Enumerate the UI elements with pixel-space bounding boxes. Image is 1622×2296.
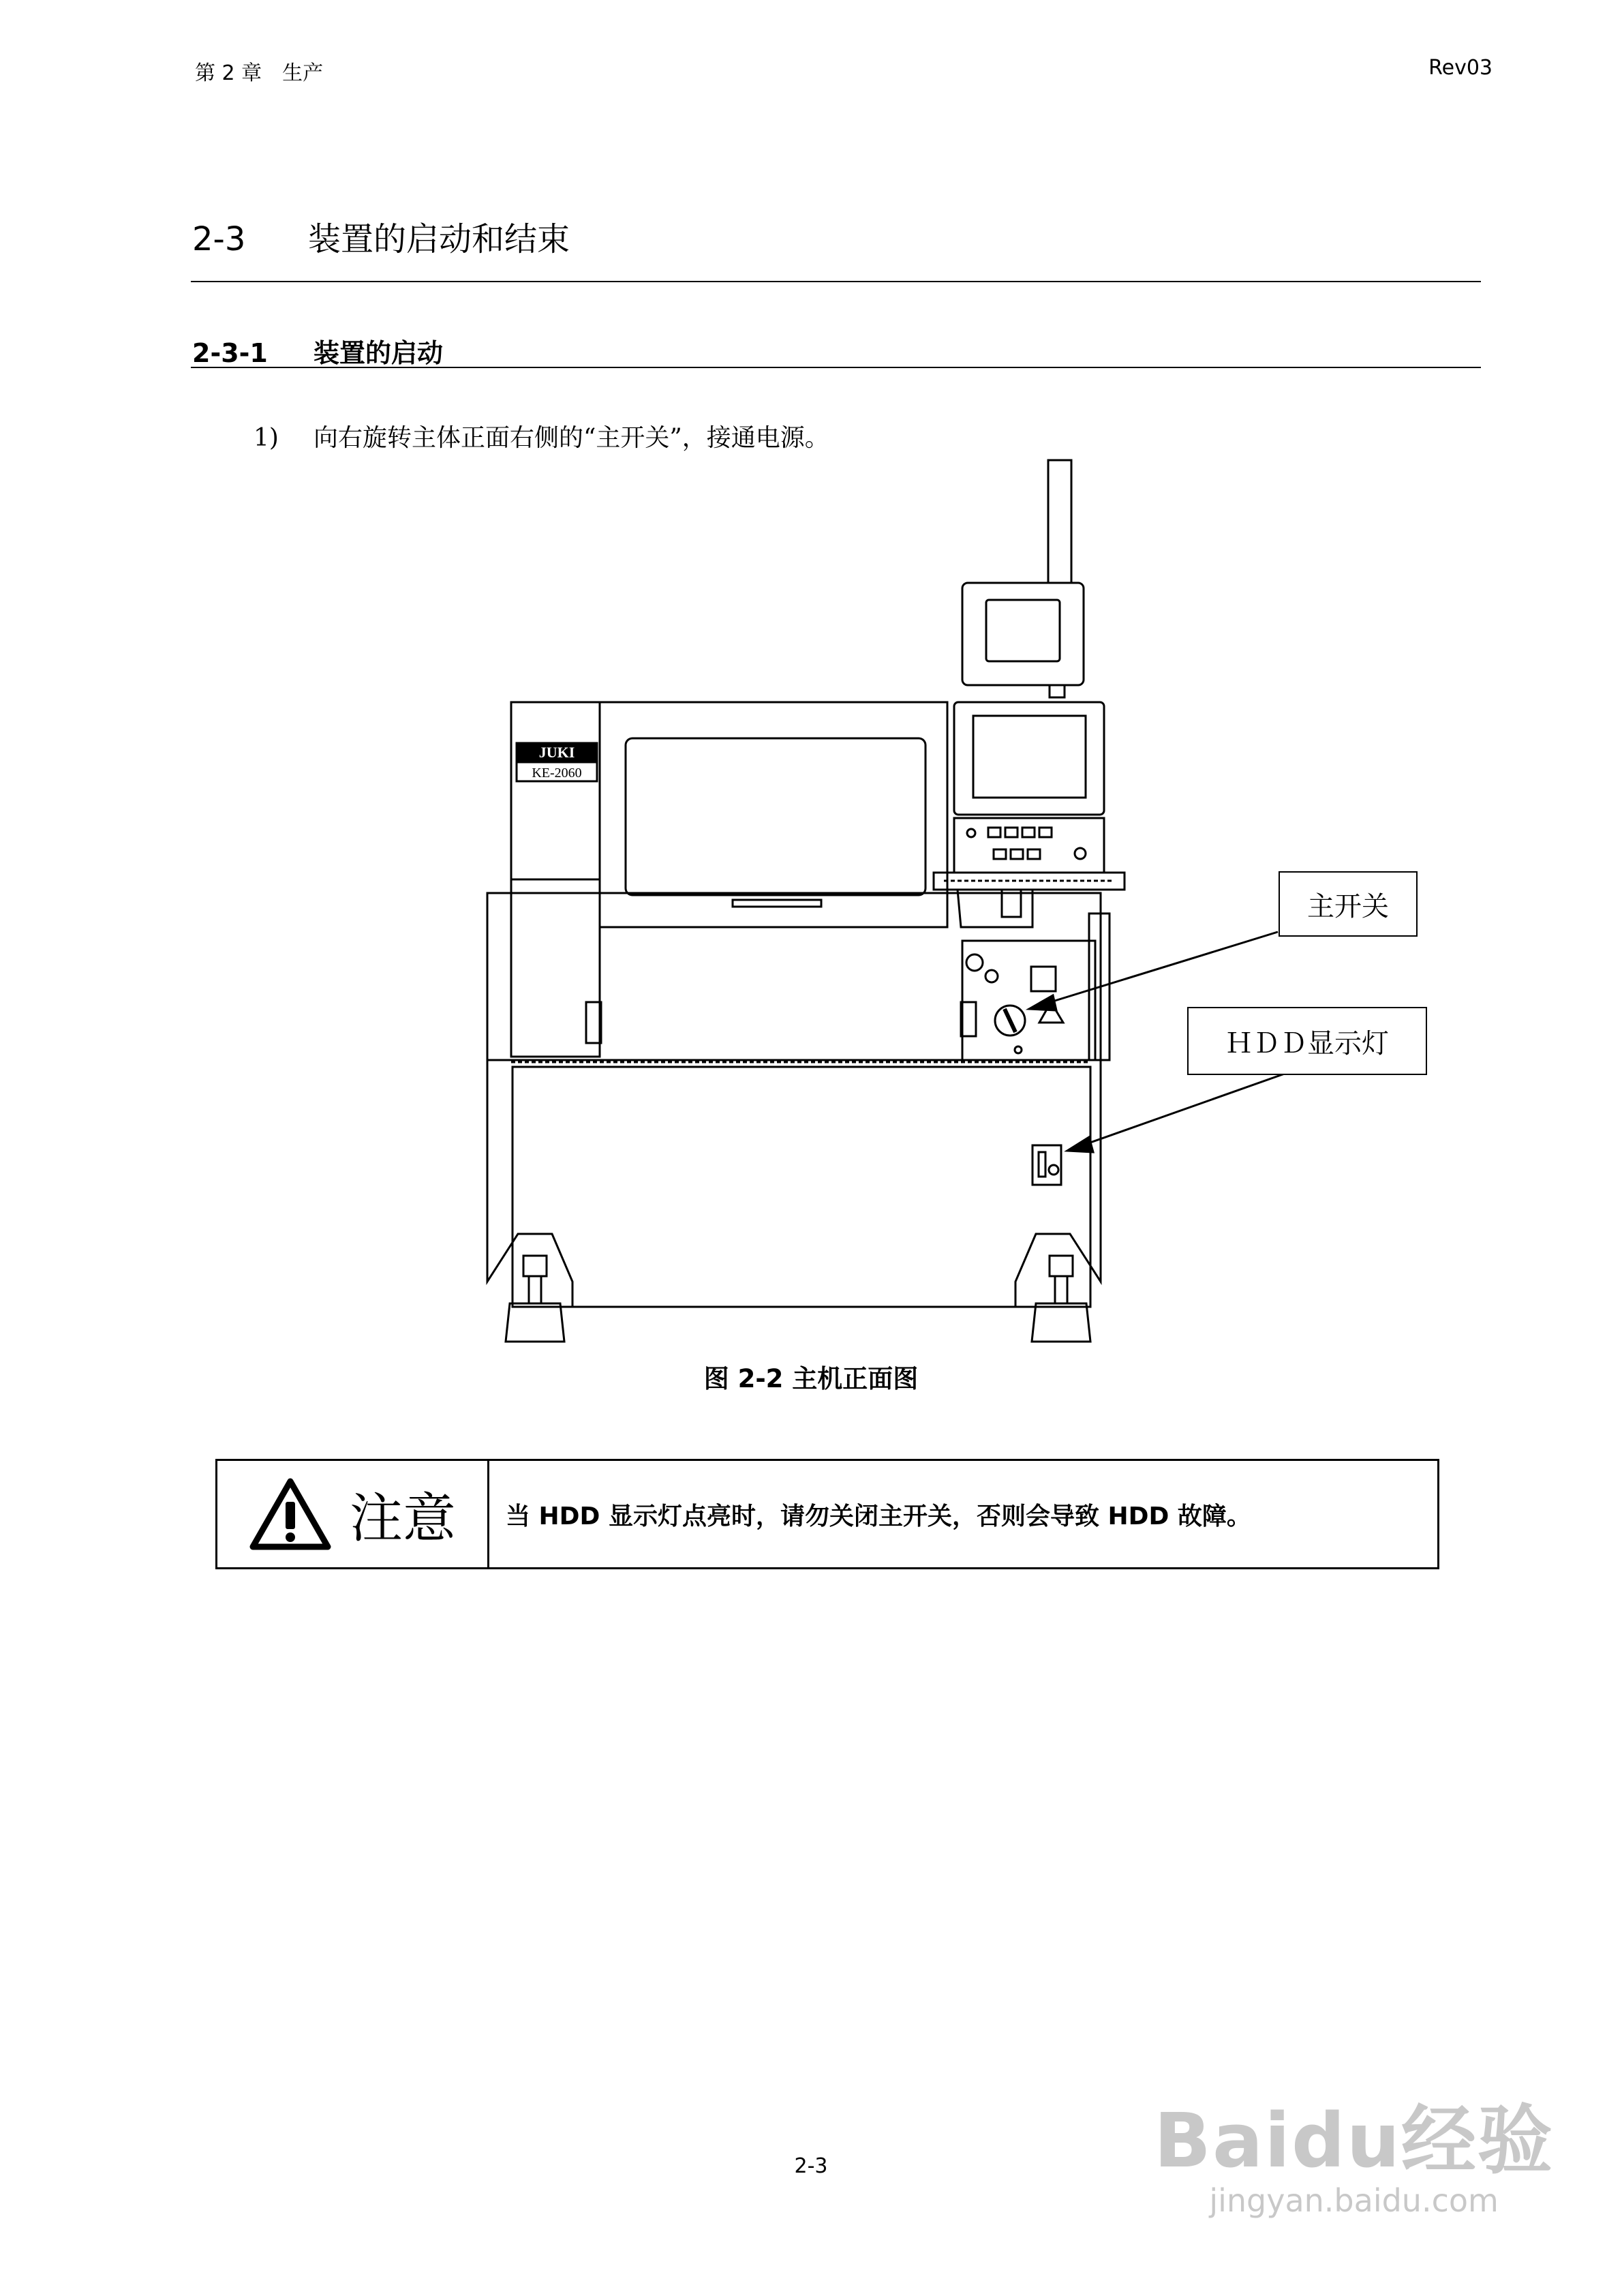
warning-triangle-icon bbox=[249, 1477, 332, 1551]
model-label: KE-2060 bbox=[532, 766, 582, 781]
caution-label: 注意 bbox=[349, 1488, 456, 1550]
baidu-watermark bbox=[1154, 2097, 1554, 2219]
window-handle bbox=[733, 900, 821, 907]
juki-logo-plate bbox=[517, 743, 597, 781]
caution-box bbox=[215, 1459, 1439, 1569]
switch-panel bbox=[961, 913, 1110, 1060]
subsection-number: 2-3-1 bbox=[192, 338, 268, 368]
subsection-title: 装置的启动 bbox=[313, 338, 444, 368]
watermark-site: jingyan.baidu.com bbox=[1209, 2182, 1499, 2219]
section-title: 装置的启动和结束 bbox=[308, 220, 570, 258]
caution-label-cell bbox=[217, 1461, 489, 1567]
control-panel bbox=[954, 818, 1104, 873]
section-number: 2-3 bbox=[192, 220, 246, 258]
base-cabinet bbox=[487, 1060, 1101, 1307]
figure-caption: 图 2-2 主机正面图 bbox=[703, 1364, 919, 1393]
upper-monitor bbox=[962, 583, 1084, 697]
signal-tower bbox=[1048, 460, 1071, 583]
page-number: 2-3 bbox=[794, 2154, 828, 2178]
hdd-lamp-callout: ＨＤＤ显示灯 bbox=[1187, 1007, 1427, 1075]
machine-feet bbox=[506, 1256, 1090, 1342]
chapter-header: 第 2 章 生产 bbox=[195, 61, 324, 85]
operation-monitor bbox=[954, 702, 1104, 815]
keyboard-tray bbox=[934, 873, 1124, 927]
caution-text: 当 HDD 显示灯点亮时，请勿关闭主开关，否则会导致 HDD 故障。 bbox=[506, 1502, 1251, 1530]
step-number: 1) bbox=[254, 424, 279, 452]
step-text: 向右旋转主体正面右侧的“主开关”，接通电源。 bbox=[313, 424, 829, 452]
main-switch-callout: 主开关 bbox=[1279, 871, 1418, 937]
brand-logo-text: JUKI bbox=[538, 744, 575, 761]
watermark-brand: Baidu经验 bbox=[1154, 2097, 1554, 2184]
revision-label: Rev03 bbox=[1428, 56, 1493, 80]
front-window bbox=[626, 738, 925, 895]
